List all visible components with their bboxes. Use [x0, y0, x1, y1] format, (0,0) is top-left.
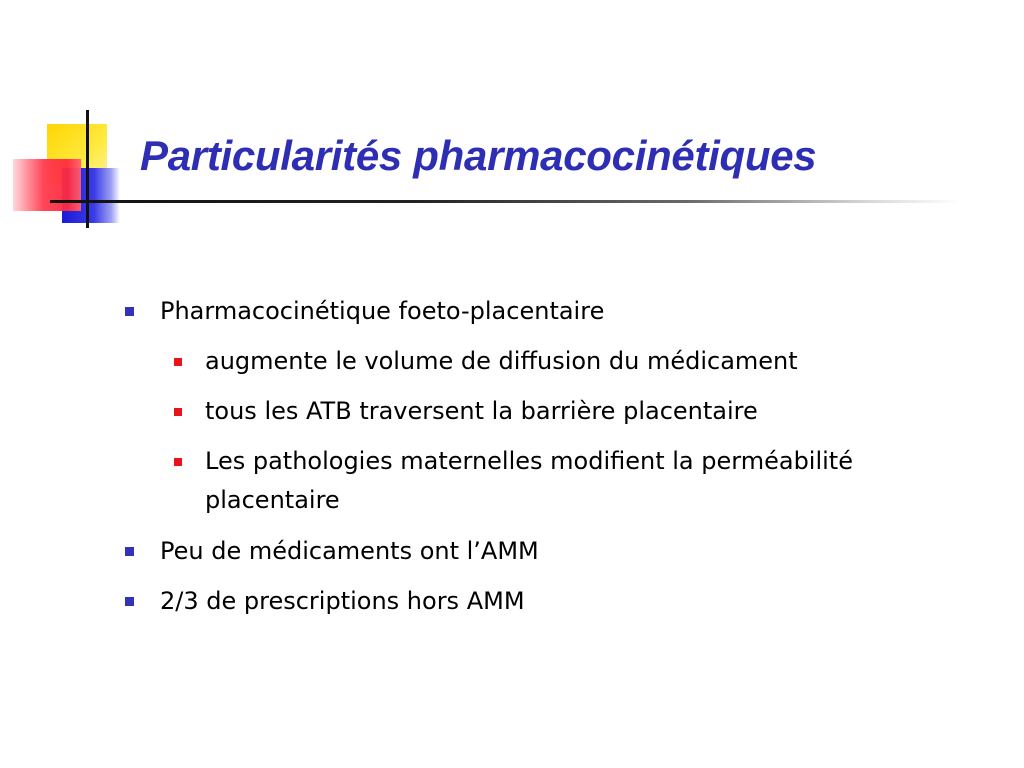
bullet-item: [122, 292, 982, 330]
sub-bullet-text: tous les ATB traversent la barrière placentaire: [205, 397, 758, 425]
square-bullet-icon: [125, 307, 134, 316]
square-bullet-icon: [174, 408, 182, 416]
sub-bullet-item: [122, 392, 982, 430]
square-bullet-icon: [174, 458, 182, 466]
sub-bullet-item: [122, 442, 982, 520]
title-underline: [50, 200, 960, 203]
bullet-item: [122, 582, 982, 620]
bullet-text: Pharmacocinétique foeto-placentaire: [160, 297, 605, 325]
bullet-text: 2/3 de prescriptions hors AMM: [160, 587, 525, 615]
sub-bullet-item: [122, 342, 982, 380]
decorative-vertical-line: [86, 110, 89, 228]
sub-bullet-text: Les pathologies maternelles modifient la perméabilité placentaire: [205, 447, 853, 514]
slide-title: Particularités pharmacocinétiques: [140, 132, 817, 179]
bullet-item: [122, 532, 982, 570]
decorative-red-square: [13, 159, 81, 211]
square-bullet-icon: [125, 597, 134, 606]
square-bullet-icon: [174, 358, 182, 366]
square-bullet-icon: [125, 547, 134, 556]
bullet-text: Peu de médicaments ont l’AMM: [160, 537, 539, 565]
slide-content: [122, 292, 982, 632]
sub-bullet-text: augmente le volume de diffusion du médicament: [205, 347, 798, 375]
sub-bullet-list: [122, 342, 982, 520]
